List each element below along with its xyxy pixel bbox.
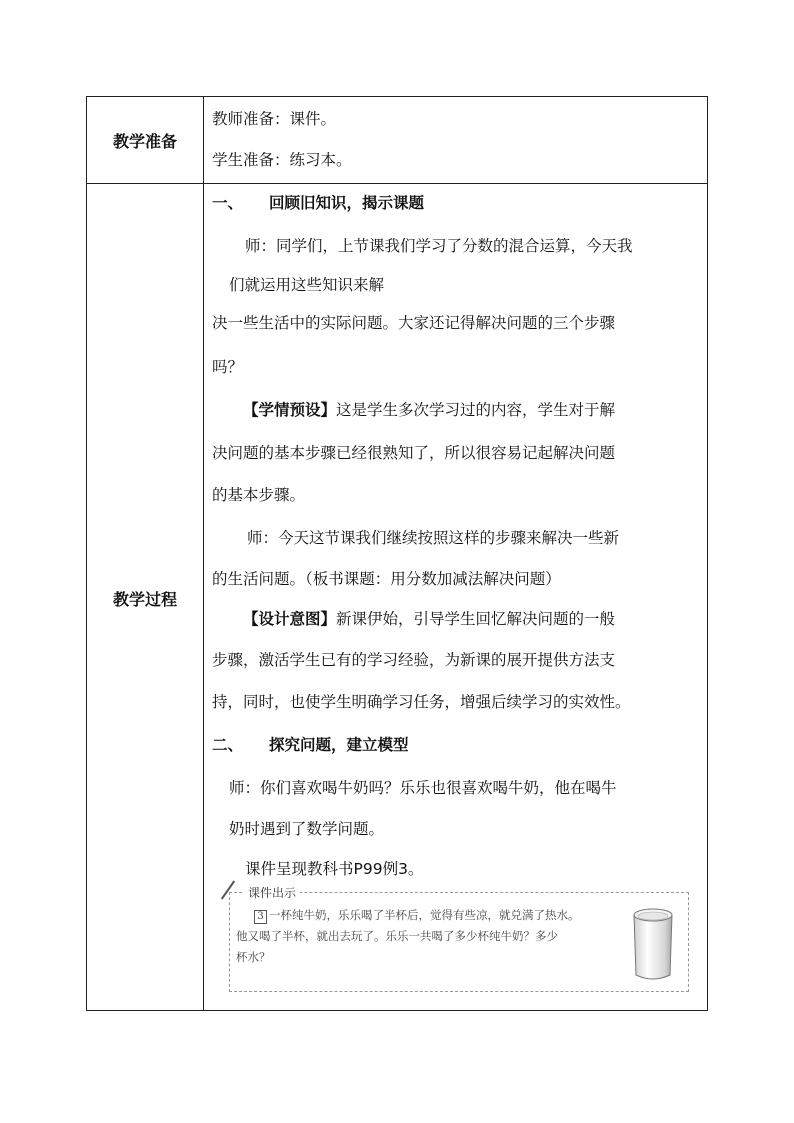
student-prep: 学生准备：练习本。: [212, 151, 352, 169]
example-line-2: 他又喝了半杯，就出去玩了。乐乐一共喝了多少杯纯牛奶？多少: [236, 929, 558, 943]
column-divider: [203, 97, 204, 1010]
milk-glass-icon: [630, 907, 676, 983]
section-2-title: 探究问题，建立模型: [269, 736, 409, 754]
row-divider: [87, 183, 707, 184]
paragraph-2-line-1: 【学情预设】这是学生多次学习过的内容，学生对于解: [243, 401, 616, 419]
paragraph-2-line-2: 决问题的基本步骤已经很熟知了，所以很容易记起解决问题: [212, 444, 616, 462]
process-label: 教学过程: [112, 590, 177, 609]
learning-preset-tag: 【学情预设】: [243, 401, 337, 419]
section-1-title: 回顾旧知识，揭示课题: [269, 194, 425, 212]
paragraph-3-line-2: 的生活问题。（板书课题：用分数加减法解决问题）: [212, 570, 561, 588]
paragraph-1-line-1: 师：同学们，上节课我们学习了分数的混合运算，今天我: [245, 237, 633, 255]
paragraph-2-line-3: 的基本步骤。: [212, 486, 306, 504]
design-intent-tag: 【设计意图】: [243, 610, 337, 628]
teacher-prep: 教师准备：课件。: [212, 110, 337, 128]
paragraph-5-line-2: 奶时遇到了数学问题。: [229, 820, 385, 838]
paragraph-5-line-1: 师：你们喜欢喝牛奶吗？乐乐也很喜欢喝牛奶，他在喝牛: [229, 779, 617, 797]
courseware-caption: 课件呈现教科书P99例3。: [245, 860, 424, 878]
section-1-number: 一、: [212, 194, 244, 212]
example-number-badge: 3: [254, 910, 267, 924]
courseware-box: [229, 886, 689, 992]
example-line-3: 杯水？: [236, 950, 271, 964]
paragraph-1-line-4: 吗？: [212, 358, 244, 376]
courseware-tag: 课件出示: [244, 884, 300, 901]
example-line-1: 3 一杯纯牛奶，乐乐喝了半杯后，觉得有些凉，就兑满了热水。: [254, 907, 580, 924]
lesson-table: [86, 96, 708, 1011]
paragraph-4-line-2: 步骤，激活学生已有的学习经验，为新课的展开提供方法支: [212, 651, 616, 669]
paragraph-3-line-1: 师：今天这节课我们继续按照这样的步骤来解决一些新: [247, 529, 620, 547]
paragraph-4-line-3: 持，同时，也使学生明确学习任务，增强后续学习的实效性。: [212, 693, 631, 711]
paragraph-1-line-3: 决一些生活中的实际问题。大家还记得解决问题的三个步骤: [212, 314, 616, 332]
section-2-number: 二、: [212, 736, 244, 754]
slash-mark-icon: [221, 880, 235, 899]
paragraph-1-line-2: 们就运用这些知识来解: [229, 276, 385, 294]
prep-label: 教学准备: [112, 132, 177, 151]
paragraph-4-line-1: 【设计意图】新课伊始，引导学生回忆解决问题的一般: [243, 610, 616, 628]
